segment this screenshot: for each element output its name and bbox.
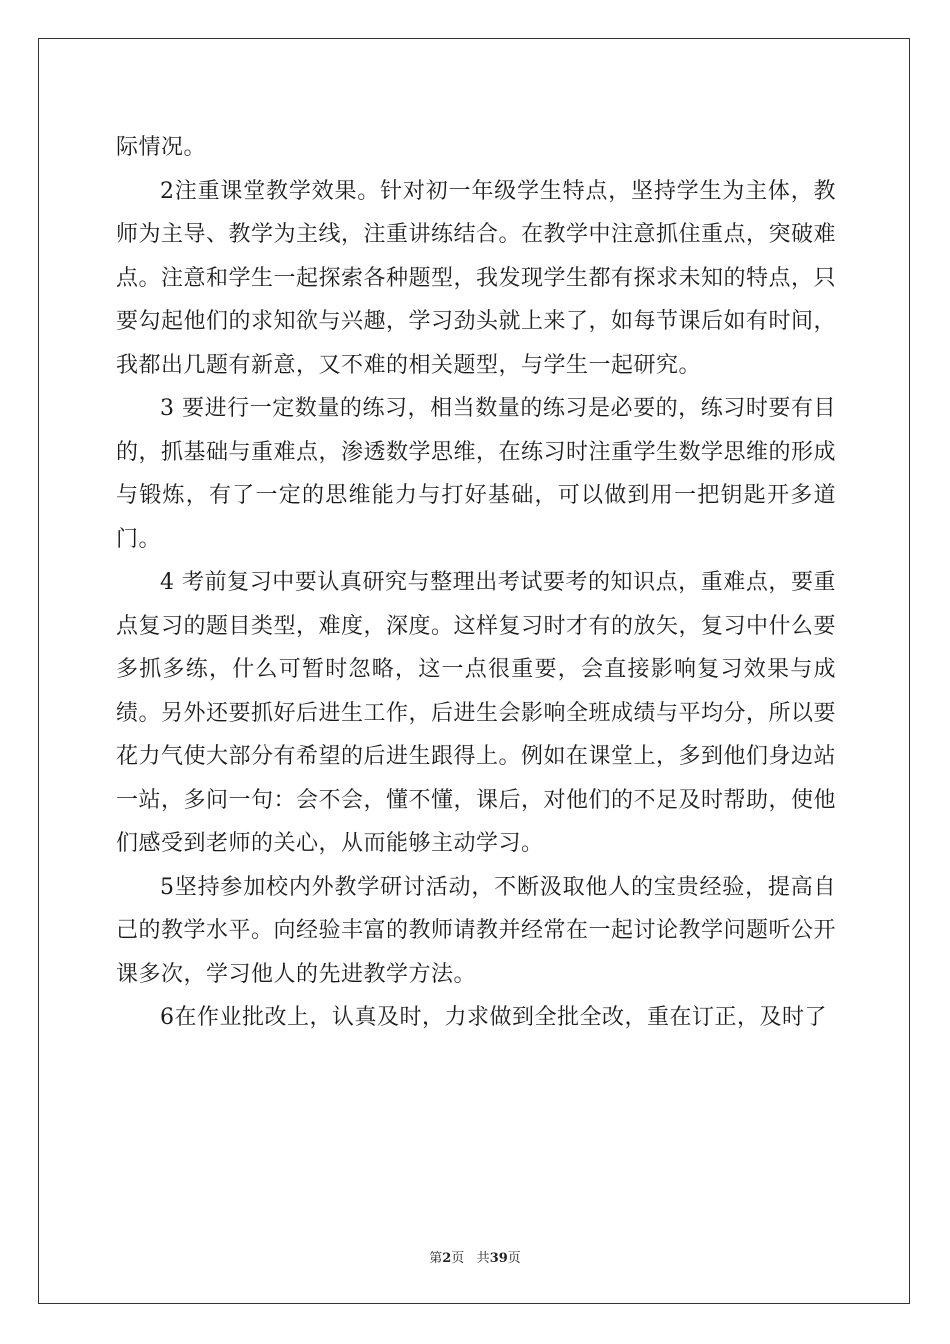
paragraph-2: 2注重课堂教学效果。针对初一年级学生特点，坚持学生为主体，教师为主导、教学为主线，注重讲练结合。在教学中注意抓住重点，突破难点。注意和学生一起探索各种题型，我发现学生都有探求未知的特点，只要勾起他们的求知欲与兴趣，学习劲头就上来了，如每节课后如有时间，我都出几题有新意，又不难的相关题型，与学生一起研究。 (116, 178, 837, 378)
document-body (116, 126, 836, 1040)
paragraph-6: 6在作业批改上，认真及时，力求做到全批全改，重在订正，及时了 (160, 1005, 827, 1030)
page-footer (0, 1247, 950, 1266)
paragraph-5: 5坚持参加校内外教学研讨活动，不断汲取他人的宝贵经验，提高自己的教学水平。向经验丰富的教师请教并经常在一起讨论教学问题听公开课多次，学习他人的先进教学方法。 (116, 874, 837, 987)
paragraph-4: 4 考前复习中要认真研究与整理出考试要考的知识点，重难点，要重点复习的题目类型，难度，深度。这样复习时才有的放矢，复习中什么要多抓多练，什么可暂时忽略，这一点很重要，会直接影响复习效果与成绩。另外还要抓好后进生工作，后进生会影响全班成绩与平均分，所以要花力气使大部分有希望的后进生跟得上。例如在课堂上，多到他们身边站一站，多问一句：会不会，懂不懂，课后，对他们的不足及时帮助，使他们感受到老师的关心，从而能够主动学习。 (116, 570, 837, 856)
total-suffix: 页 (507, 1251, 521, 1266)
total-prefix: 共 (476, 1251, 490, 1266)
paragraph-continued: 际情况。 (116, 135, 207, 160)
page-prefix: 第 (429, 1251, 443, 1266)
page-number: 2 (442, 1251, 452, 1266)
total-pages: 39 (489, 1251, 508, 1266)
paragraph-3: 3 要进行一定数量的练习，相当数量的练习是必要的，练习时要有目的，抓基础与重难点，渗透数学思维，在练习时注重学生数学思维的形成与锻炼，有了一定的思维能力与打好基础，可以做到用一把钥匙开多道门。 (116, 396, 837, 552)
page-suffix: 页 (451, 1251, 465, 1266)
